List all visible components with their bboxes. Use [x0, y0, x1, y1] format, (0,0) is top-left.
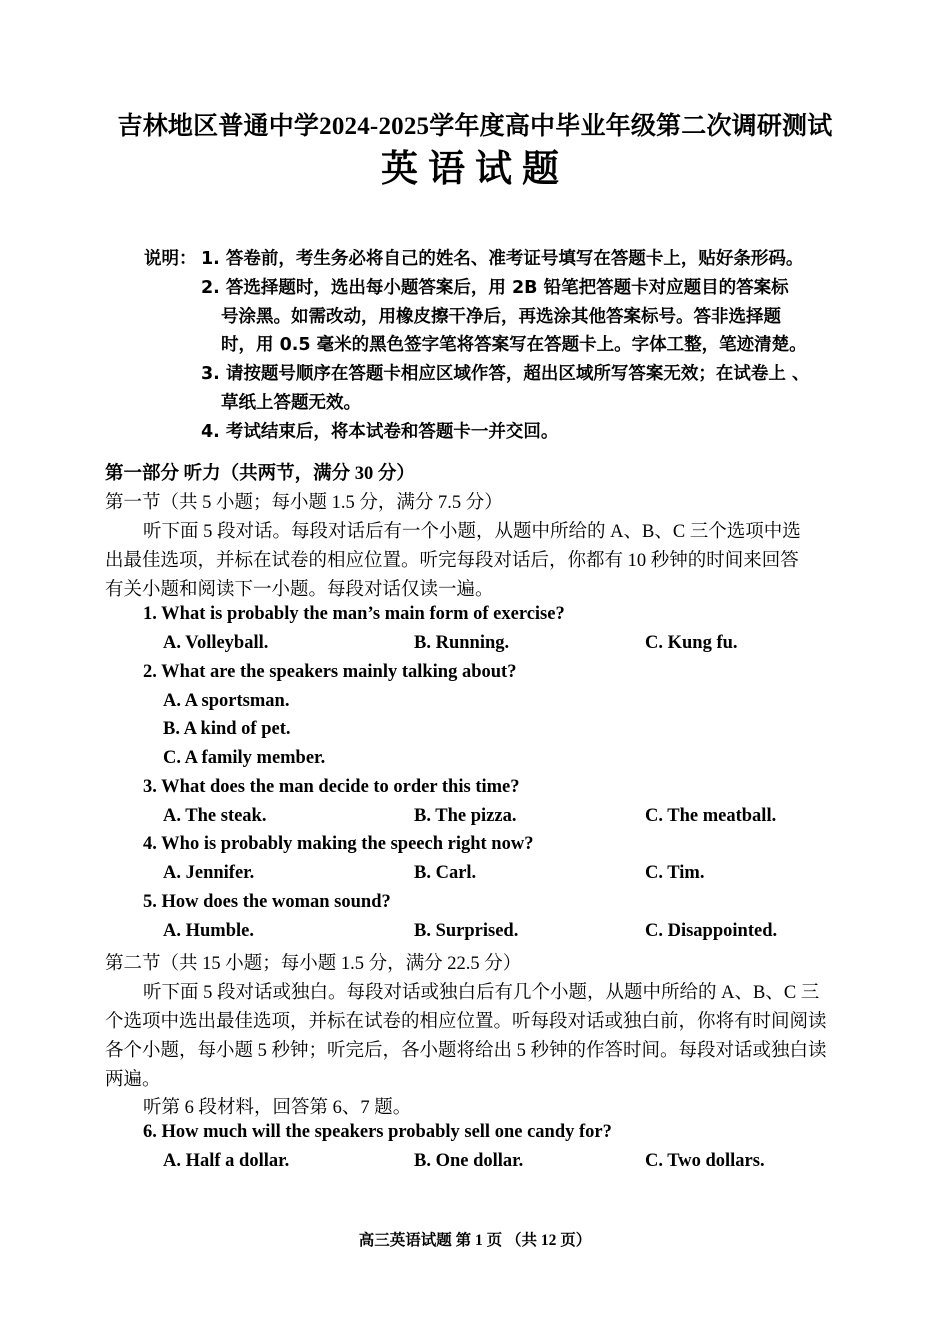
- option-b: B. A kind of pet.: [163, 719, 291, 739]
- option-a: A. A sportsman.: [163, 691, 290, 711]
- part1-heading: 第一部分 听力（共两节，满分 30 分）: [105, 464, 415, 484]
- option-c: C. Kung fu.: [645, 633, 738, 653]
- option-b: B. Carl.: [414, 863, 477, 883]
- option-a: A. Humble.: [163, 921, 254, 941]
- section2-directions-line: 各个小题，每小题 5 秒钟；听完后，各小题将给出 5 秒钟的作答时间。每段对话或独白读: [105, 1041, 827, 1061]
- option-c: C. The meatball.: [645, 806, 777, 826]
- option-c: C. Tim.: [645, 863, 705, 883]
- question-4: 4. Who is probably making the speech right now?: [143, 834, 534, 854]
- question-3: 3. What does the man decide to order this time?: [143, 777, 520, 797]
- section1-directions-line: 出最佳选项，并标在试卷的相应位置。听完每段对话后，你都有 10 秒钟的时间来回答: [105, 551, 799, 571]
- section1-heading: 第一节（共 5 小题；每小题 1.5 分，满分 7.5 分）: [105, 493, 503, 513]
- section2-heading: 第二节（共 15 小题；每小题 1.5 分，满分 22.5 分）: [105, 954, 522, 974]
- instruction-line: 号涂黑。如需改动，用橡皮擦干净后，再选涂其他答案标号。答非选择题: [221, 307, 781, 327]
- section2-directions-line: 听下面 5 段对话或独白。每段对话或独白后有几个小题，从题中所给的 A、B、C 三: [143, 983, 820, 1003]
- instructions-label: 说明：: [144, 249, 197, 269]
- option-a: A. Half a dollar.: [163, 1151, 290, 1171]
- section1-directions-line: 有关小题和阅读下一小题。每段对话仅读一遍。: [105, 580, 494, 600]
- section2-directions-line: 两遍。: [105, 1070, 161, 1090]
- option-b: B. Running.: [414, 633, 510, 653]
- instruction-line: 2. 答选择题时，选出每小题答案后，用 2B 铅笔把答题卡对应题目的答案标: [201, 278, 789, 298]
- material-instruction: 听第 6 段材料，回答第 6、7 题。: [143, 1098, 412, 1118]
- option-a: A. The steak.: [163, 806, 267, 826]
- instruction-line: 1. 答卷前，考生务必将自己的姓名、准考证号填写在答题卡上，贴好条形码。: [201, 249, 804, 269]
- section1-directions-line: 听下面 5 段对话。每段对话后有一个小题，从题中所给的 A、B、C 三个选项中选: [143, 522, 801, 542]
- instruction-line: 草纸上答题无效。: [221, 393, 361, 413]
- page-footer: 高三英语试题 第 1 页 （共 12 页）: [358, 1232, 592, 1249]
- option-b: B. Surprised.: [414, 921, 519, 941]
- instruction-line: 3. 请按题号顺序在答题卡相应区域作答，超出区域所写答案无效；在试卷上 、: [201, 364, 810, 384]
- instruction-line: 时，用 0.5 毫米的黑色签字笔将答案写在答题卡上。字体工整，笔迹清楚。: [221, 335, 807, 355]
- option-c: C. Disappointed.: [645, 921, 778, 941]
- section2-directions-line: 个选项中选出最佳选项，并标在试卷的相应位置。听每段对话或独白前，你将有时间阅读: [105, 1012, 827, 1032]
- option-a: A. Jennifer.: [163, 863, 255, 883]
- question-5: 5. How does the woman sound?: [143, 892, 391, 912]
- exam-subject: 英语试题: [381, 149, 569, 190]
- option-b: B. The pizza.: [414, 806, 517, 826]
- exam-title: 吉林地区普通中学2024-2025学年度高中毕业年级第二次调研测试: [117, 113, 833, 140]
- option-c: C. A family member.: [163, 748, 326, 768]
- question-1: 1. What is probably the man’s main form of exercise?: [143, 604, 565, 624]
- option-a: A. Volleyball.: [163, 633, 269, 653]
- instruction-line: 4. 考试结束后，将本试卷和答题卡一并交回。: [201, 422, 559, 442]
- question-6: 6. How much will the speakers probably sell one candy for?: [143, 1122, 612, 1142]
- question-2: 2. What are the speakers mainly talking about?: [143, 662, 517, 682]
- option-b: B. One dollar.: [414, 1151, 524, 1171]
- option-c: C. Two dollars.: [645, 1151, 765, 1171]
